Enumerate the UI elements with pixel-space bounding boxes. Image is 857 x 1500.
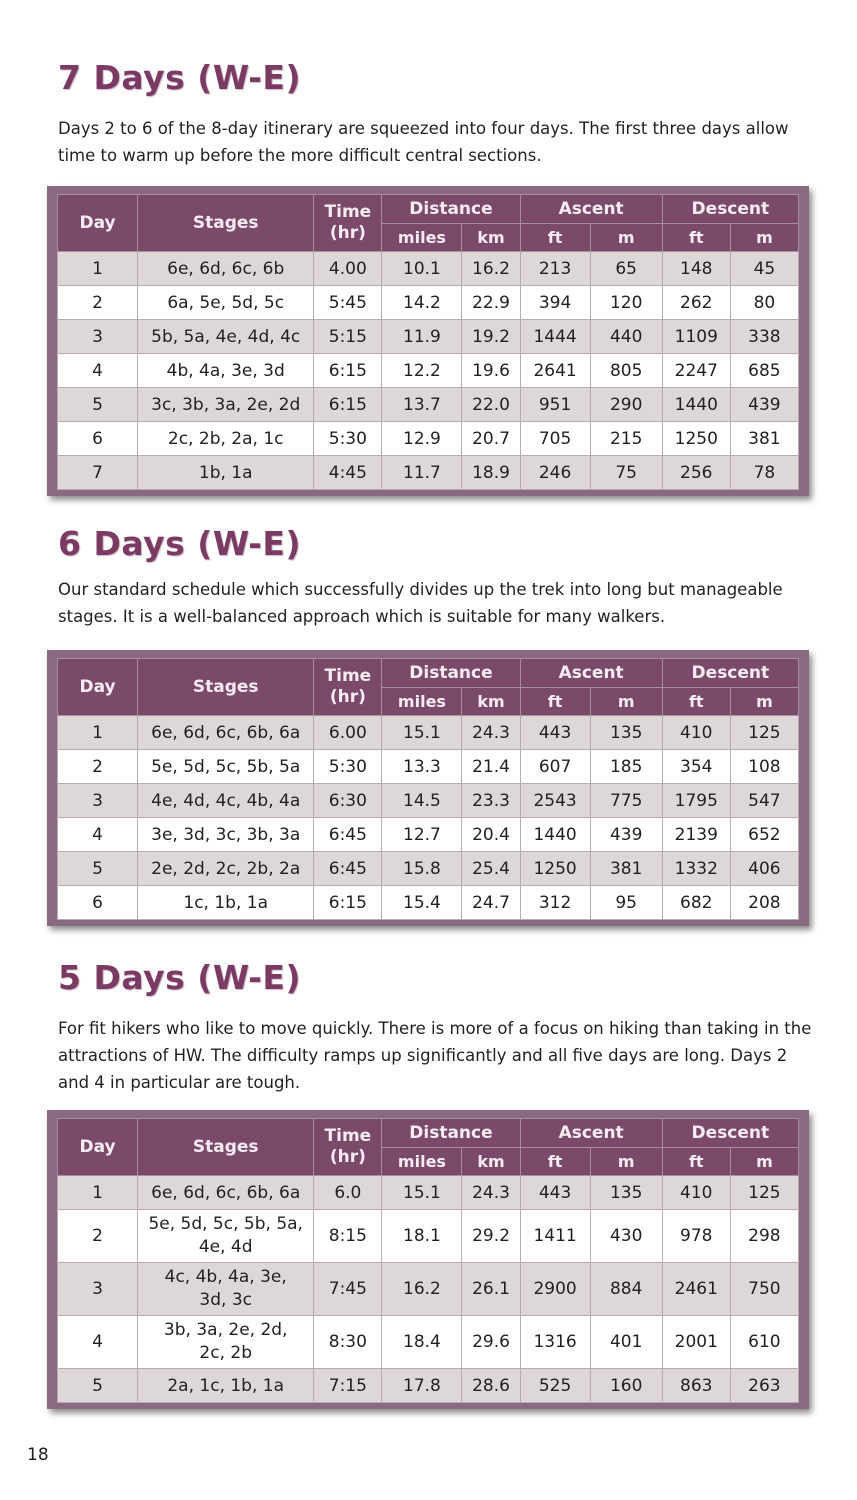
km-cell: 18.9	[462, 456, 520, 490]
table-row	[58, 1176, 799, 1210]
day-cell: 2	[58, 286, 138, 320]
header-miles: miles	[382, 1148, 462, 1176]
miles-cell: 18.1	[382, 1210, 462, 1263]
header-time	[314, 195, 382, 252]
descent-m-cell: 80	[730, 286, 798, 320]
stages-cell: 6e, 6d, 6c, 6b, 6a	[138, 716, 314, 750]
descent-m-cell: 652	[730, 818, 798, 852]
descent-ft-cell: 1250	[662, 422, 730, 456]
km-cell: 20.7	[462, 422, 520, 456]
table-row	[58, 886, 799, 920]
km-cell: 28.6	[462, 1369, 520, 1403]
km-cell: 26.1	[462, 1263, 520, 1316]
header-distance: Distance	[382, 195, 520, 224]
day-cell: 5	[58, 852, 138, 886]
day-cell: 5	[58, 1369, 138, 1403]
header-row	[58, 1119, 799, 1148]
header-ascent-m: m	[590, 224, 662, 252]
descent-m-cell: 439	[730, 388, 798, 422]
stages-cell: 2e, 2d, 2c, 2b, 2a	[138, 852, 314, 886]
table-row	[58, 388, 799, 422]
stages-cell: 4e, 4d, 4c, 4b, 4a	[138, 784, 314, 818]
descent-m-cell: 381	[730, 422, 798, 456]
header-descent: Descent	[662, 659, 798, 688]
descent-m-cell: 208	[730, 886, 798, 920]
ascent-ft-cell: 246	[520, 456, 590, 490]
table-row	[58, 354, 799, 388]
header-ascent-m: m	[590, 1148, 662, 1176]
header-time-label: Time	[324, 202, 372, 222]
miles-cell: 14.5	[382, 784, 462, 818]
day-cell: 3	[58, 320, 138, 354]
header-row	[58, 659, 799, 688]
time-cell: 5:45	[314, 286, 382, 320]
time-cell: 7:45	[314, 1263, 382, 1316]
km-cell: 19.6	[462, 354, 520, 388]
ascent-m-cell: 805	[590, 354, 662, 388]
ascent-m-cell: 430	[590, 1210, 662, 1263]
header-distance: Distance	[382, 659, 520, 688]
km-cell: 22.0	[462, 388, 520, 422]
header-time-unit: (hr)	[329, 687, 366, 707]
descent-m-cell: 685	[730, 354, 798, 388]
descent-ft-cell: 1440	[662, 388, 730, 422]
day-cell: 4	[58, 1316, 138, 1369]
table-row	[58, 1210, 799, 1263]
descent-ft-cell: 863	[662, 1369, 730, 1403]
ascent-m-cell: 439	[590, 818, 662, 852]
header-descent-ft: ft	[662, 1148, 730, 1176]
stages-cell: 6e, 6d, 6c, 6b	[138, 252, 314, 286]
time-cell: 4.00	[314, 252, 382, 286]
descent-ft-cell: 148	[662, 252, 730, 286]
header-ascent-ft: ft	[520, 224, 590, 252]
day-cell: 6	[58, 422, 138, 456]
itinerary-table	[57, 194, 799, 490]
miles-cell: 15.4	[382, 886, 462, 920]
miles-cell: 12.9	[382, 422, 462, 456]
header-miles: miles	[382, 224, 462, 252]
ascent-ft-cell: 1250	[520, 852, 590, 886]
time-cell: 8:15	[314, 1210, 382, 1263]
header-day: Day	[58, 659, 138, 716]
ascent-m-cell: 401	[590, 1316, 662, 1369]
stages-cell: 2c, 2b, 2a, 1c	[138, 422, 314, 456]
header-ascent: Ascent	[520, 1119, 662, 1148]
stages-cell: 1b, 1a	[138, 456, 314, 490]
descent-m-cell: 298	[730, 1210, 798, 1263]
ascent-m-cell: 440	[590, 320, 662, 354]
header-day: Day	[58, 1119, 138, 1176]
km-cell: 19.2	[462, 320, 520, 354]
ascent-m-cell: 884	[590, 1263, 662, 1316]
time-cell: 6:15	[314, 886, 382, 920]
descent-m-cell: 125	[730, 716, 798, 750]
table-row	[58, 252, 799, 286]
header-descent-m: m	[730, 1148, 798, 1176]
descent-ft-cell: 1332	[662, 852, 730, 886]
stages-cell: 3c, 3b, 3a, 2e, 2d	[138, 388, 314, 422]
itinerary-table	[57, 1118, 799, 1403]
ascent-m-cell: 381	[590, 852, 662, 886]
day-cell: 2	[58, 750, 138, 784]
stages-cell: 5e, 5d, 5c, 5b, 5a	[138, 750, 314, 784]
time-cell: 6:30	[314, 784, 382, 818]
descent-ft-cell: 2139	[662, 818, 730, 852]
stages-cell: 4c, 4b, 4a, 3e, 3d, 3c	[138, 1263, 314, 1316]
section-description: Our standard schedule which successfully divides up the trek into long but manageable stages. It is a well-balanced approach which is suitable for many walkers.	[58, 580, 783, 626]
header-time	[314, 1119, 382, 1176]
miles-cell: 14.2	[382, 286, 462, 320]
descent-ft-cell: 978	[662, 1210, 730, 1263]
descent-ft-cell: 2461	[662, 1263, 730, 1316]
time-cell: 6.00	[314, 716, 382, 750]
km-cell: 22.9	[462, 286, 520, 320]
km-cell: 24.7	[462, 886, 520, 920]
ascent-ft-cell: 2641	[520, 354, 590, 388]
itinerary-table-frame	[47, 1110, 809, 1409]
table-row	[58, 1369, 799, 1403]
day-cell: 7	[58, 456, 138, 490]
ascent-ft-cell: 312	[520, 886, 590, 920]
table-row	[58, 320, 799, 354]
ascent-ft-cell: 705	[520, 422, 590, 456]
ascent-m-cell: 95	[590, 886, 662, 920]
ascent-ft-cell: 394	[520, 286, 590, 320]
descent-m-cell: 263	[730, 1369, 798, 1403]
table-row	[58, 716, 799, 750]
time-cell: 5:30	[314, 750, 382, 784]
header-time	[314, 659, 382, 716]
miles-cell: 12.7	[382, 818, 462, 852]
km-cell: 24.3	[462, 1176, 520, 1210]
km-cell: 29.6	[462, 1316, 520, 1369]
descent-ft-cell: 262	[662, 286, 730, 320]
header-ascent-m: m	[590, 688, 662, 716]
header-ascent-ft: ft	[520, 1148, 590, 1176]
descent-ft-cell: 410	[662, 716, 730, 750]
section-title: 7 Days (W-E)	[58, 58, 302, 97]
section-description: Days 2 to 6 of the 8-day itinerary are squeezed into four days. The first three days allow time to warm up before the more difficult central sections.	[58, 119, 789, 165]
table-row	[58, 818, 799, 852]
descent-ft-cell: 256	[662, 456, 730, 490]
ascent-m-cell: 215	[590, 422, 662, 456]
stages-cell: 1c, 1b, 1a	[138, 886, 314, 920]
header-descent-m: m	[730, 688, 798, 716]
ascent-m-cell: 185	[590, 750, 662, 784]
miles-cell: 12.2	[382, 354, 462, 388]
day-cell: 3	[58, 784, 138, 818]
ascent-ft-cell: 443	[520, 1176, 590, 1210]
descent-ft-cell: 354	[662, 750, 730, 784]
descent-ft-cell: 1109	[662, 320, 730, 354]
descent-m-cell: 338	[730, 320, 798, 354]
stages-cell: 3b, 3a, 2e, 2d, 2c, 2b	[138, 1316, 314, 1369]
miles-cell: 13.3	[382, 750, 462, 784]
stages-cell: 5e, 5d, 5c, 5b, 5a, 4e, 4d	[138, 1210, 314, 1263]
stages-cell: 6e, 6d, 6c, 6b, 6a	[138, 1176, 314, 1210]
ascent-m-cell: 75	[590, 456, 662, 490]
time-cell: 7:15	[314, 1369, 382, 1403]
ascent-m-cell: 160	[590, 1369, 662, 1403]
section-title: 5 Days (W-E)	[58, 958, 302, 997]
time-cell: 8:30	[314, 1316, 382, 1369]
day-cell: 4	[58, 818, 138, 852]
header-ascent: Ascent	[520, 659, 662, 688]
time-cell: 6.0	[314, 1176, 382, 1210]
day-cell: 6	[58, 886, 138, 920]
descent-m-cell: 750	[730, 1263, 798, 1316]
day-cell: 1	[58, 1176, 138, 1210]
header-descent: Descent	[662, 195, 798, 224]
ascent-ft-cell: 607	[520, 750, 590, 784]
ascent-m-cell: 135	[590, 716, 662, 750]
km-cell: 21.4	[462, 750, 520, 784]
descent-m-cell: 547	[730, 784, 798, 818]
time-cell: 4:45	[314, 456, 382, 490]
header-descent: Descent	[662, 1119, 798, 1148]
header-ascent-ft: ft	[520, 688, 590, 716]
km-cell: 29.2	[462, 1210, 520, 1263]
header-descent-ft: ft	[662, 688, 730, 716]
header-ascent: Ascent	[520, 195, 662, 224]
header-km: km	[462, 688, 520, 716]
ascent-m-cell: 120	[590, 286, 662, 320]
time-cell: 6:15	[314, 388, 382, 422]
header-km: km	[462, 224, 520, 252]
descent-m-cell: 610	[730, 1316, 798, 1369]
itinerary-table	[57, 658, 799, 920]
time-cell: 5:30	[314, 422, 382, 456]
header-stages: Stages	[138, 659, 314, 716]
day-cell: 3	[58, 1263, 138, 1316]
day-cell: 4	[58, 354, 138, 388]
day-cell: 1	[58, 252, 138, 286]
descent-ft-cell: 2247	[662, 354, 730, 388]
descent-m-cell: 78	[730, 456, 798, 490]
header-miles: miles	[382, 688, 462, 716]
time-cell: 6:15	[314, 354, 382, 388]
header-km: km	[462, 1148, 520, 1176]
miles-cell: 11.7	[382, 456, 462, 490]
km-cell: 23.3	[462, 784, 520, 818]
section-title: 6 Days (W-E)	[58, 524, 302, 563]
km-cell: 16.2	[462, 252, 520, 286]
miles-cell: 15.1	[382, 716, 462, 750]
time-cell: 6:45	[314, 818, 382, 852]
ascent-ft-cell: 2543	[520, 784, 590, 818]
descent-m-cell: 108	[730, 750, 798, 784]
miles-cell: 15.8	[382, 852, 462, 886]
table-row	[58, 422, 799, 456]
table-row	[58, 286, 799, 320]
header-stages: Stages	[138, 195, 314, 252]
header-distance: Distance	[382, 1119, 520, 1148]
time-cell: 6:45	[314, 852, 382, 886]
miles-cell: 18.4	[382, 1316, 462, 1369]
descent-m-cell: 125	[730, 1176, 798, 1210]
day-cell: 2	[58, 1210, 138, 1263]
header-time-unit: (hr)	[329, 1147, 366, 1167]
ascent-m-cell: 135	[590, 1176, 662, 1210]
ascent-ft-cell: 213	[520, 252, 590, 286]
header-time-label: Time	[324, 666, 372, 686]
miles-cell: 10.1	[382, 252, 462, 286]
descent-m-cell: 406	[730, 852, 798, 886]
ascent-ft-cell: 525	[520, 1369, 590, 1403]
section-description: For fit hikers who like to move quickly. There is more of a focus on hiking than taking in the attractions of HW. The difficulty ramps up significantly and all five days are long. Days 2 and 4 in particular are tough.	[58, 1019, 812, 1092]
descent-ft-cell: 2001	[662, 1316, 730, 1369]
stages-cell: 5b, 5a, 4e, 4d, 4c	[138, 320, 314, 354]
time-cell: 5:15	[314, 320, 382, 354]
stages-cell: 4b, 4a, 3e, 3d	[138, 354, 314, 388]
stages-cell: 3e, 3d, 3c, 3b, 3a	[138, 818, 314, 852]
descent-ft-cell: 682	[662, 886, 730, 920]
ascent-m-cell: 65	[590, 252, 662, 286]
stages-cell: 6a, 5e, 5d, 5c	[138, 286, 314, 320]
ascent-ft-cell: 1440	[520, 818, 590, 852]
miles-cell: 16.2	[382, 1263, 462, 1316]
km-cell: 20.4	[462, 818, 520, 852]
miles-cell: 11.9	[382, 320, 462, 354]
table-row	[58, 784, 799, 818]
ascent-ft-cell: 1411	[520, 1210, 590, 1263]
descent-ft-cell: 410	[662, 1176, 730, 1210]
table-row	[58, 1263, 799, 1316]
header-row	[58, 195, 799, 224]
ascent-ft-cell: 443	[520, 716, 590, 750]
miles-cell: 13.7	[382, 388, 462, 422]
page-number: 18	[27, 1445, 49, 1465]
ascent-m-cell: 290	[590, 388, 662, 422]
itinerary-table-frame	[47, 186, 809, 496]
km-cell: 25.4	[462, 852, 520, 886]
table-row	[58, 750, 799, 784]
itinerary-table-frame	[47, 650, 809, 926]
day-cell: 1	[58, 716, 138, 750]
ascent-ft-cell: 1316	[520, 1316, 590, 1369]
table-row	[58, 1316, 799, 1369]
header-time-unit: (hr)	[329, 223, 366, 243]
miles-cell: 15.1	[382, 1176, 462, 1210]
ascent-ft-cell: 951	[520, 388, 590, 422]
ascent-ft-cell: 2900	[520, 1263, 590, 1316]
descent-ft-cell: 1795	[662, 784, 730, 818]
miles-cell: 17.8	[382, 1369, 462, 1403]
descent-m-cell: 45	[730, 252, 798, 286]
km-cell: 24.3	[462, 716, 520, 750]
header-descent-ft: ft	[662, 224, 730, 252]
stages-cell: 2a, 1c, 1b, 1a	[138, 1369, 314, 1403]
header-time-label: Time	[324, 1126, 372, 1146]
table-row	[58, 852, 799, 886]
ascent-ft-cell: 1444	[520, 320, 590, 354]
day-cell: 5	[58, 388, 138, 422]
header-descent-m: m	[730, 224, 798, 252]
header-day: Day	[58, 195, 138, 252]
header-stages: Stages	[138, 1119, 314, 1176]
ascent-m-cell: 775	[590, 784, 662, 818]
table-row	[58, 456, 799, 490]
